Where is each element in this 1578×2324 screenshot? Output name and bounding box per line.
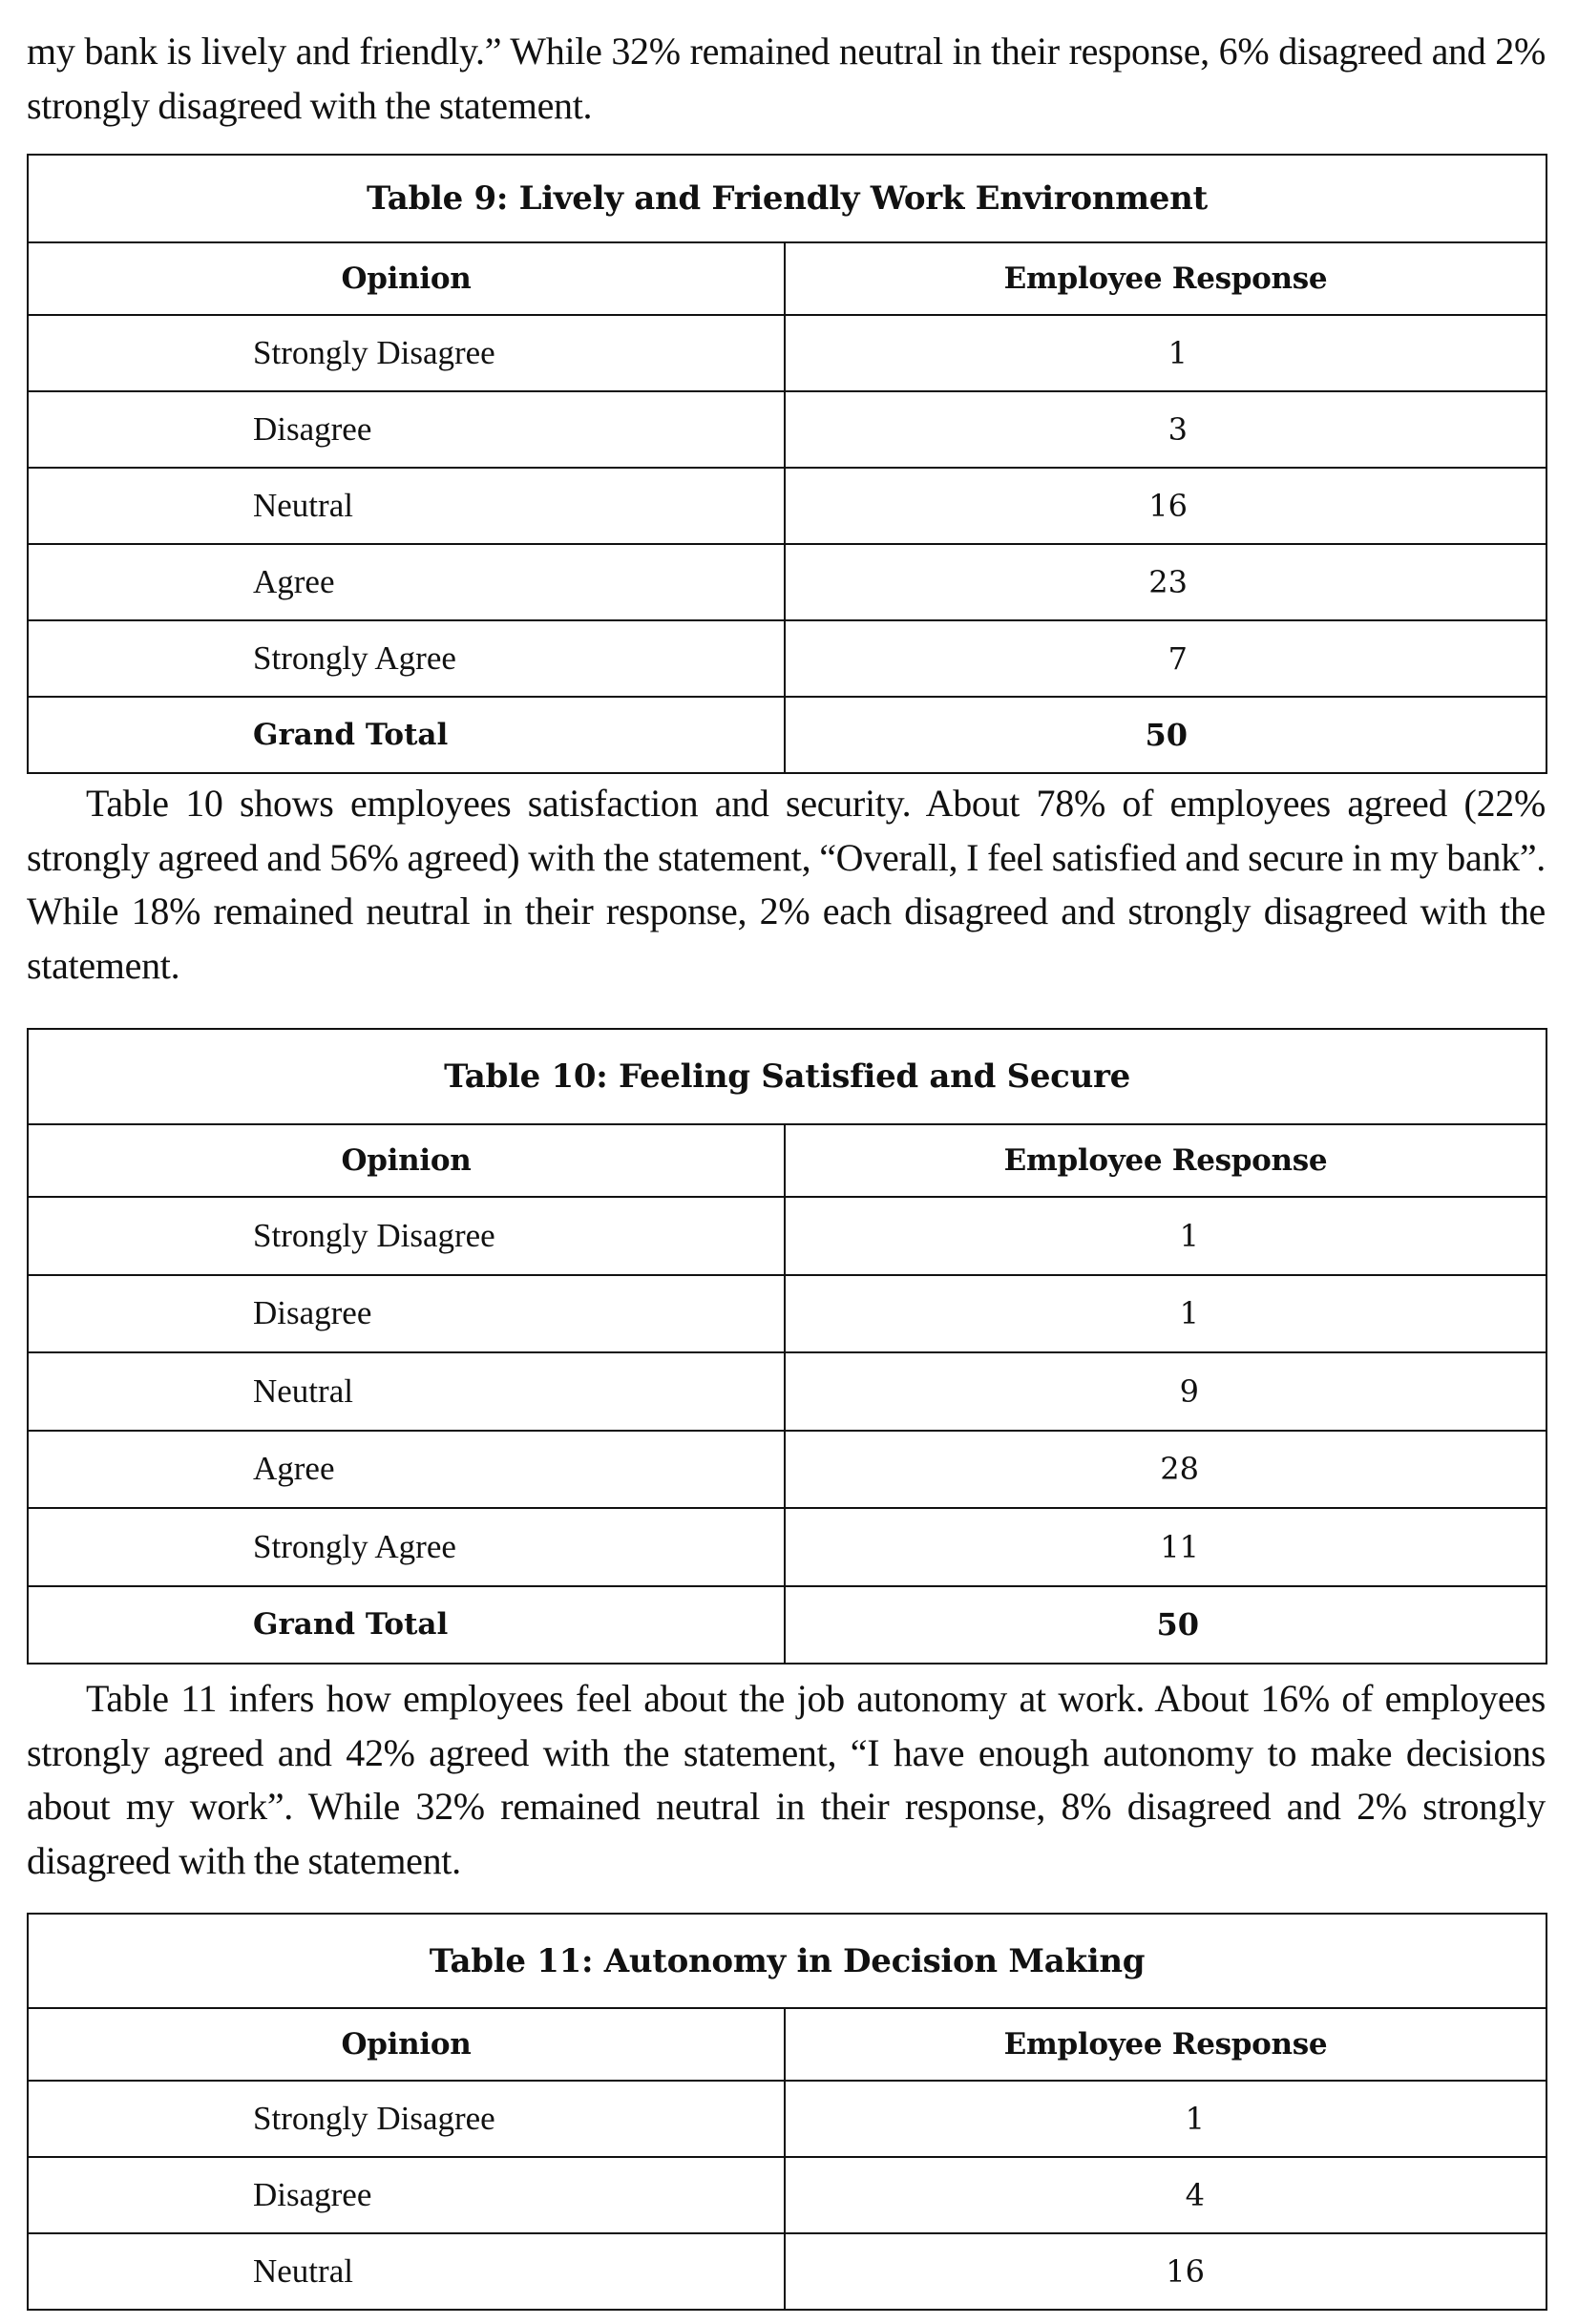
response-cell <box>785 315 1546 391</box>
response-cell <box>785 1197 1546 1275</box>
paragraph-table-11-description: Table 11 infers how employees feel about the job autonomy at work. About 16% of employees strongly agreed and 42% agreed with the statement, “I have enough autonomy to make decisions about my work”. While 32% remained neutral in their response, 8% disagreed and 2% strongly disagreed with the statement. <box>27 1677 1546 1882</box>
response-value: 16 <box>1148 488 1188 524</box>
response-value: 9 <box>1179 1372 1199 1410</box>
response-value: 28 <box>1160 1451 1199 1488</box>
table-9 <box>27 154 1547 774</box>
response-cell <box>785 2157 1546 2233</box>
table-row <box>28 1352 1546 1431</box>
grand-total-label: Grand Total <box>28 1586 785 1664</box>
table-header-row <box>28 2008 1546 2081</box>
response-value: 3 <box>1168 411 1188 448</box>
response-cell <box>785 1275 1546 1353</box>
column-header-opinion: Opinion <box>28 1124 785 1197</box>
table-title-row <box>28 1914 1546 2008</box>
table-row <box>28 2081 1546 2157</box>
response-cell <box>785 1352 1546 1431</box>
opinion-cell: Strongly Agree <box>28 620 785 697</box>
grand-total-value: 50 <box>1145 717 1188 753</box>
column-header-opinion: Opinion <box>28 2008 785 2081</box>
response-value: 1 <box>1179 1217 1199 1254</box>
table-row <box>28 544 1546 620</box>
opinion-cell: Disagree <box>28 1275 785 1353</box>
table-title-row <box>28 1029 1546 1124</box>
opinion-cell: Neutral <box>28 468 785 544</box>
grand-total-label: Grand Total <box>28 697 785 773</box>
table-11 <box>27 1913 1547 2311</box>
paragraph-continuation: my bank is lively and friendly.” While 32% remained neutral in their response, 6% disagreed and 2% strongly disagreed with the statement. <box>27 30 1546 127</box>
opinion-cell: Neutral <box>28 1352 785 1431</box>
table-title-row <box>28 155 1546 242</box>
response-value: 23 <box>1148 564 1188 600</box>
response-value: 1 <box>1185 2101 1205 2137</box>
column-header-employee-response: Employee Response <box>785 1124 1546 1197</box>
response-cell <box>785 1508 1546 1586</box>
table-row <box>28 1275 1546 1353</box>
opinion-cell: Disagree <box>28 2157 785 2233</box>
table-row <box>28 620 1546 697</box>
column-header-opinion: Opinion <box>28 242 785 315</box>
grand-total-row <box>28 697 1546 773</box>
response-cell <box>785 1431 1546 1509</box>
table-title: Table 9: Lively and Friendly Work Environment <box>28 155 1546 242</box>
table-row <box>28 1197 1546 1275</box>
table-row <box>28 1508 1546 1586</box>
response-cell <box>785 2081 1546 2157</box>
paragraph-table-10-description: Table 10 shows employees satisfaction and security. About 78% of employees agreed (22% strongly agreed and 56% agreed) with the statement, “Overall, I feel satisfied and secure in my bank”. While 18% remained neutral in their response, 2% each disagreed and strongly disagreed with the statement. <box>27 782 1546 987</box>
table-title: Table 11: Autonomy in Decision Making <box>28 1914 1546 2008</box>
response-cell <box>785 468 1546 544</box>
grand-total-cell <box>785 697 1546 773</box>
response-value: 1 <box>1168 335 1188 371</box>
opinion-cell: Strongly Disagree <box>28 1197 785 1275</box>
opinion-cell: Strongly Disagree <box>28 2081 785 2157</box>
column-header-employee-response: Employee Response <box>785 242 1546 315</box>
opinion-cell: Agree <box>28 544 785 620</box>
opinion-cell: Neutral <box>28 2233 785 2310</box>
opinion-cell: Disagree <box>28 391 785 468</box>
grand-total-cell <box>785 1586 1546 1664</box>
response-cell <box>785 2233 1546 2310</box>
table-row <box>28 468 1546 544</box>
response-value: 7 <box>1168 640 1188 677</box>
response-value: 1 <box>1179 1295 1199 1332</box>
table-row <box>28 1431 1546 1509</box>
table-row <box>28 391 1546 468</box>
grand-total-row <box>28 1586 1546 1664</box>
response-cell <box>785 620 1546 697</box>
response-cell <box>785 544 1546 620</box>
column-header-employee-response: Employee Response <box>785 2008 1546 2081</box>
table-row <box>28 2233 1546 2310</box>
table-row <box>28 315 1546 391</box>
table-10 <box>27 1028 1547 1664</box>
response-value: 4 <box>1185 2177 1205 2213</box>
opinion-cell: Strongly Agree <box>28 1508 785 1586</box>
table-header-row <box>28 1124 1546 1197</box>
table-title: Table 10: Feeling Satisfied and Secure <box>28 1029 1546 1124</box>
response-cell <box>785 391 1546 468</box>
opinion-cell: Strongly Disagree <box>28 315 785 391</box>
table-header-row <box>28 242 1546 315</box>
response-value: 16 <box>1166 2253 1205 2290</box>
grand-total-value: 50 <box>1156 1606 1199 1644</box>
opinion-cell: Agree <box>28 1431 785 1509</box>
response-value: 11 <box>1160 1528 1199 1565</box>
table-row <box>28 2157 1546 2233</box>
